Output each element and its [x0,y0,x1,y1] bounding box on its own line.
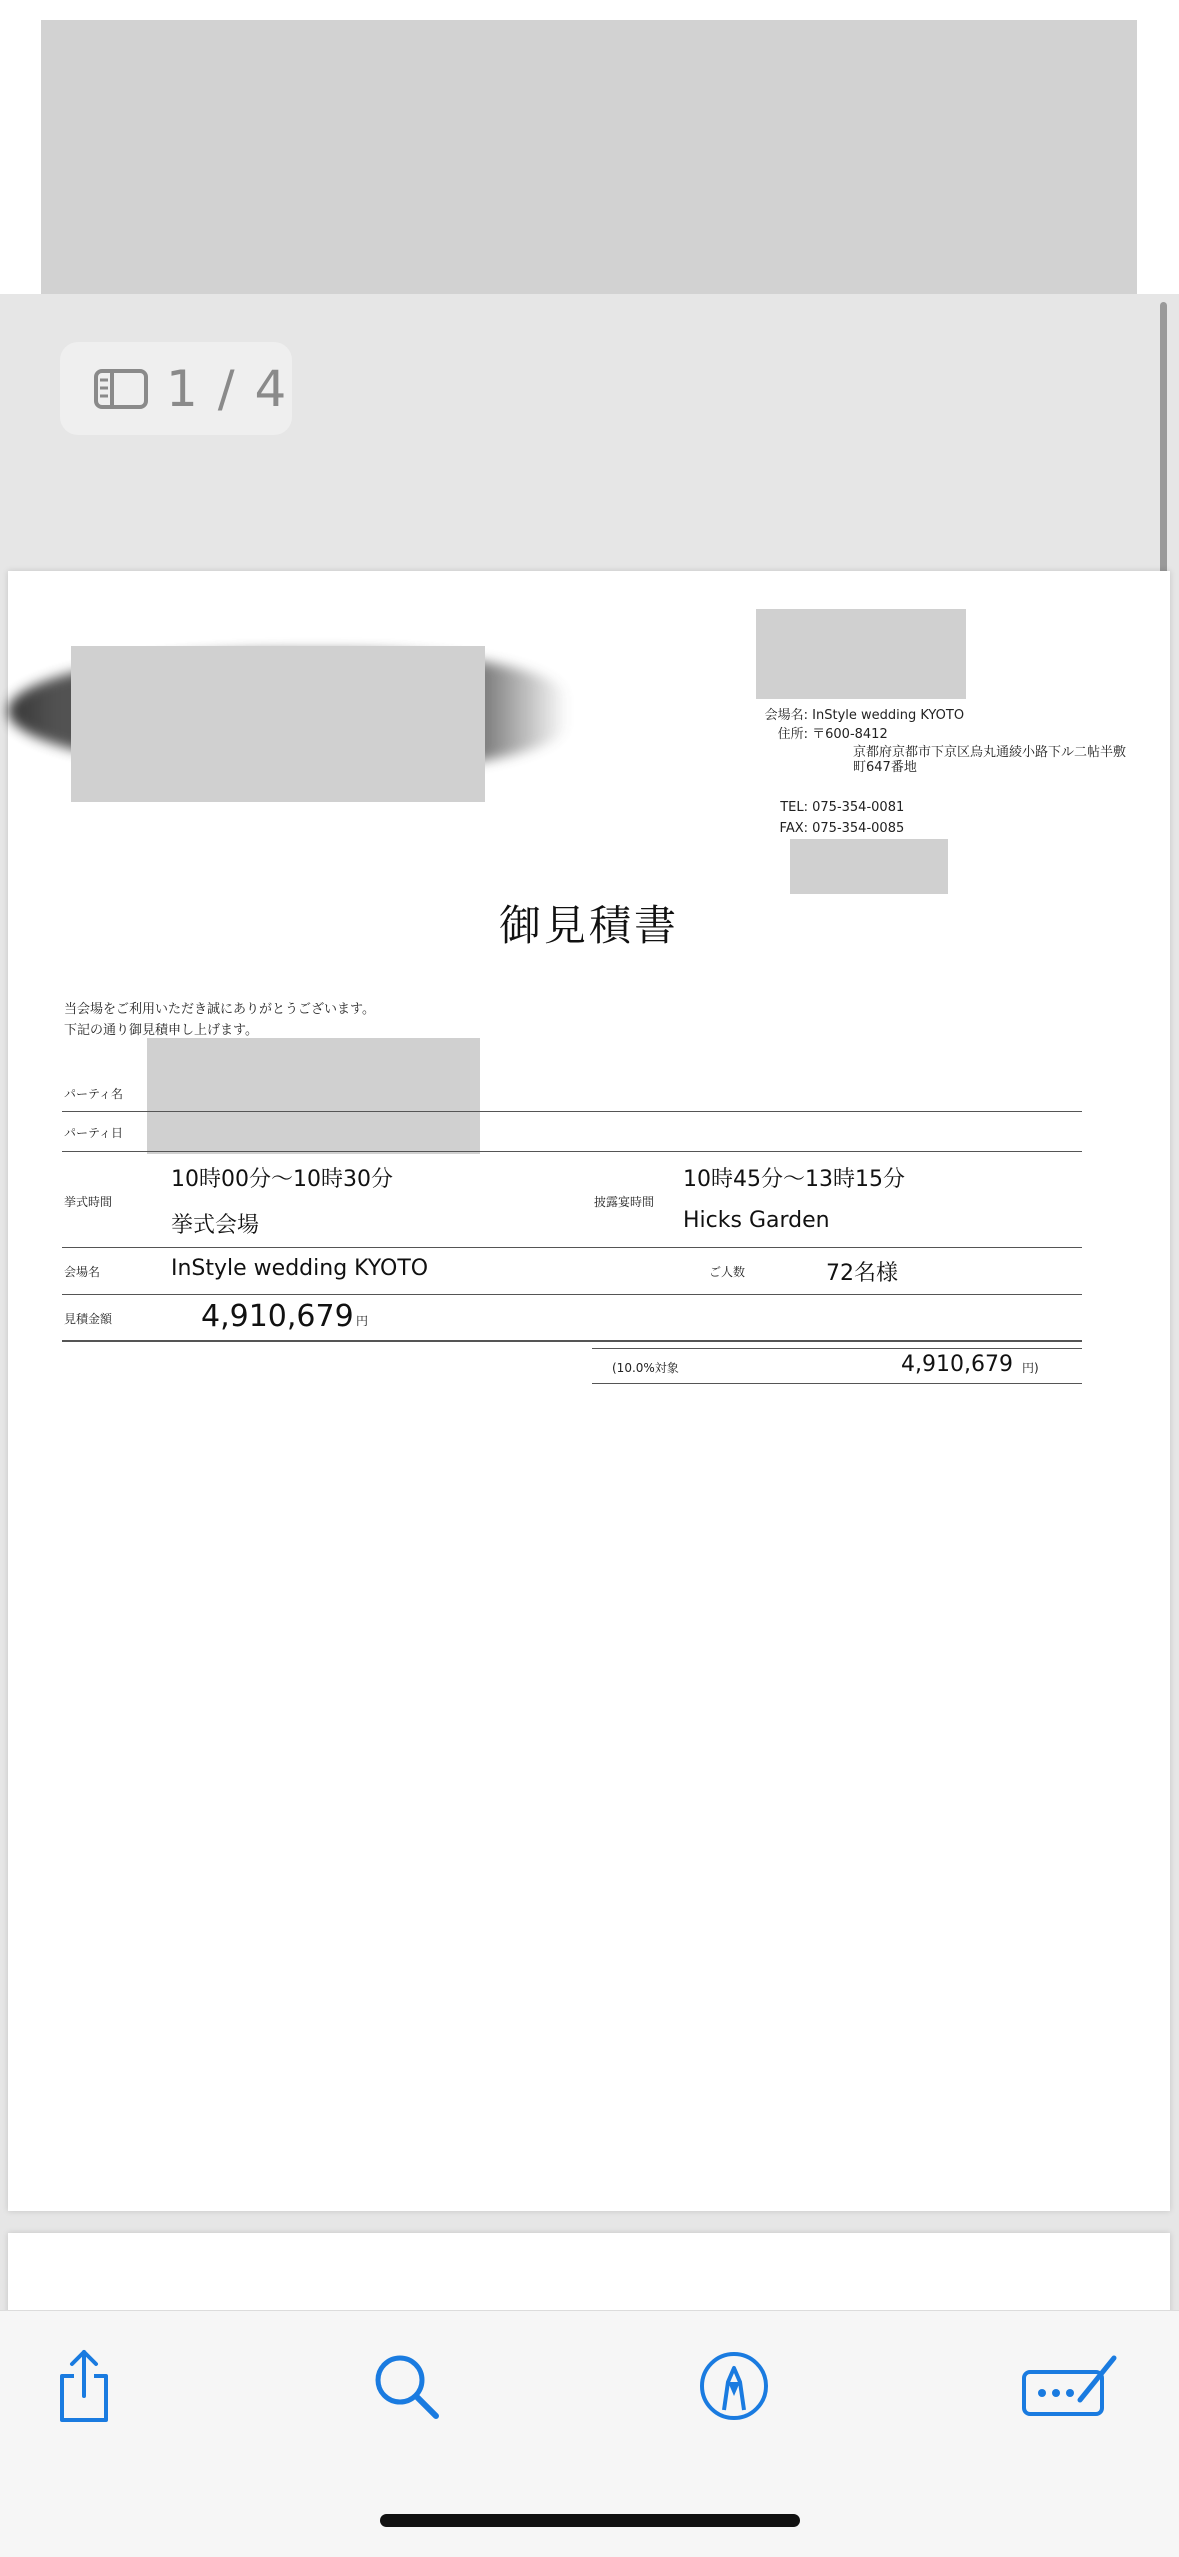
redacted-header [41,20,1137,304]
page-indicator[interactable] [60,342,292,435]
venue-name: InStyle wedding KYOTO [171,1256,429,1281]
fax-line: FAX: 075-354-0085 [779,821,905,836]
pdf-page-1[interactable] [8,571,1170,2211]
address-postal-line: 住所: 〒600-8412 [777,727,888,742]
divider [62,1247,1082,1248]
divider [62,1151,1082,1152]
intro-text: 当会場をご利用いただき誠にありがとうございます。 下記の通り御見積申し上げます。 [64,1002,375,1038]
share-icon [52,2346,116,2426]
document-title: 御見積書 [498,901,679,950]
signature-button[interactable] [1020,2346,1120,2426]
divider [62,1340,1082,1342]
reception-venue: Hicks Garden [683,1208,830,1233]
address-line-1: 京都府京都市下京区烏丸通綾小路下ル二帖半敷 [853,745,1127,760]
estimate-amount: 4,910,679 [201,1299,354,1334]
party-date-label: パーティ日 [64,1126,124,1140]
markup-icon [698,2350,770,2422]
sidebar-icon [94,369,148,409]
venue-line: 会場名: InStyle wedding KYOTO [764,708,965,723]
tax-label: (10.0%対象 [612,1361,679,1375]
party-name-label: パーティ名 [64,1087,124,1101]
signature-icon [1020,2350,1120,2422]
divider [62,1294,1082,1295]
ceremony-venue: 挙式会場 [171,1213,260,1238]
guests-value: 72名様 [826,1261,898,1286]
search-button[interactable] [366,2346,446,2426]
tax-amount: 4,910,679 [901,1352,1013,1377]
home-indicator[interactable] [380,2514,800,2527]
redacted-stamp [790,839,948,894]
share-button[interactable] [44,2346,124,2426]
estimate-yen: 円 [356,1314,369,1328]
redacted-party-info [147,1038,480,1154]
divider [592,1348,1082,1349]
redacted-logo [756,609,966,699]
page-indicator-text: 1 / 4 [166,359,289,418]
tel-line: TEL: 075-354-0081 [780,800,905,815]
estimate-label: 見積金額 [64,1312,113,1326]
address-line-2: 町647番地 [853,760,917,775]
redacted-recipient [71,646,485,802]
ceremony-time-label: 挙式時間 [64,1195,113,1209]
venue-name-label: 会場名 [64,1265,101,1279]
reception-time: 10時45分〜13時15分 [683,1167,905,1192]
tax-yen: 円) [1022,1361,1039,1375]
ceremony-time: 10時00分〜10時30分 [171,1167,393,1192]
guests-label: ご人数 [709,1265,746,1279]
markup-button[interactable] [694,2346,774,2426]
divider [592,1383,1082,1384]
divider [62,1111,1082,1112]
reception-time-label: 披露宴時間 [594,1195,655,1209]
search-icon [370,2350,442,2422]
